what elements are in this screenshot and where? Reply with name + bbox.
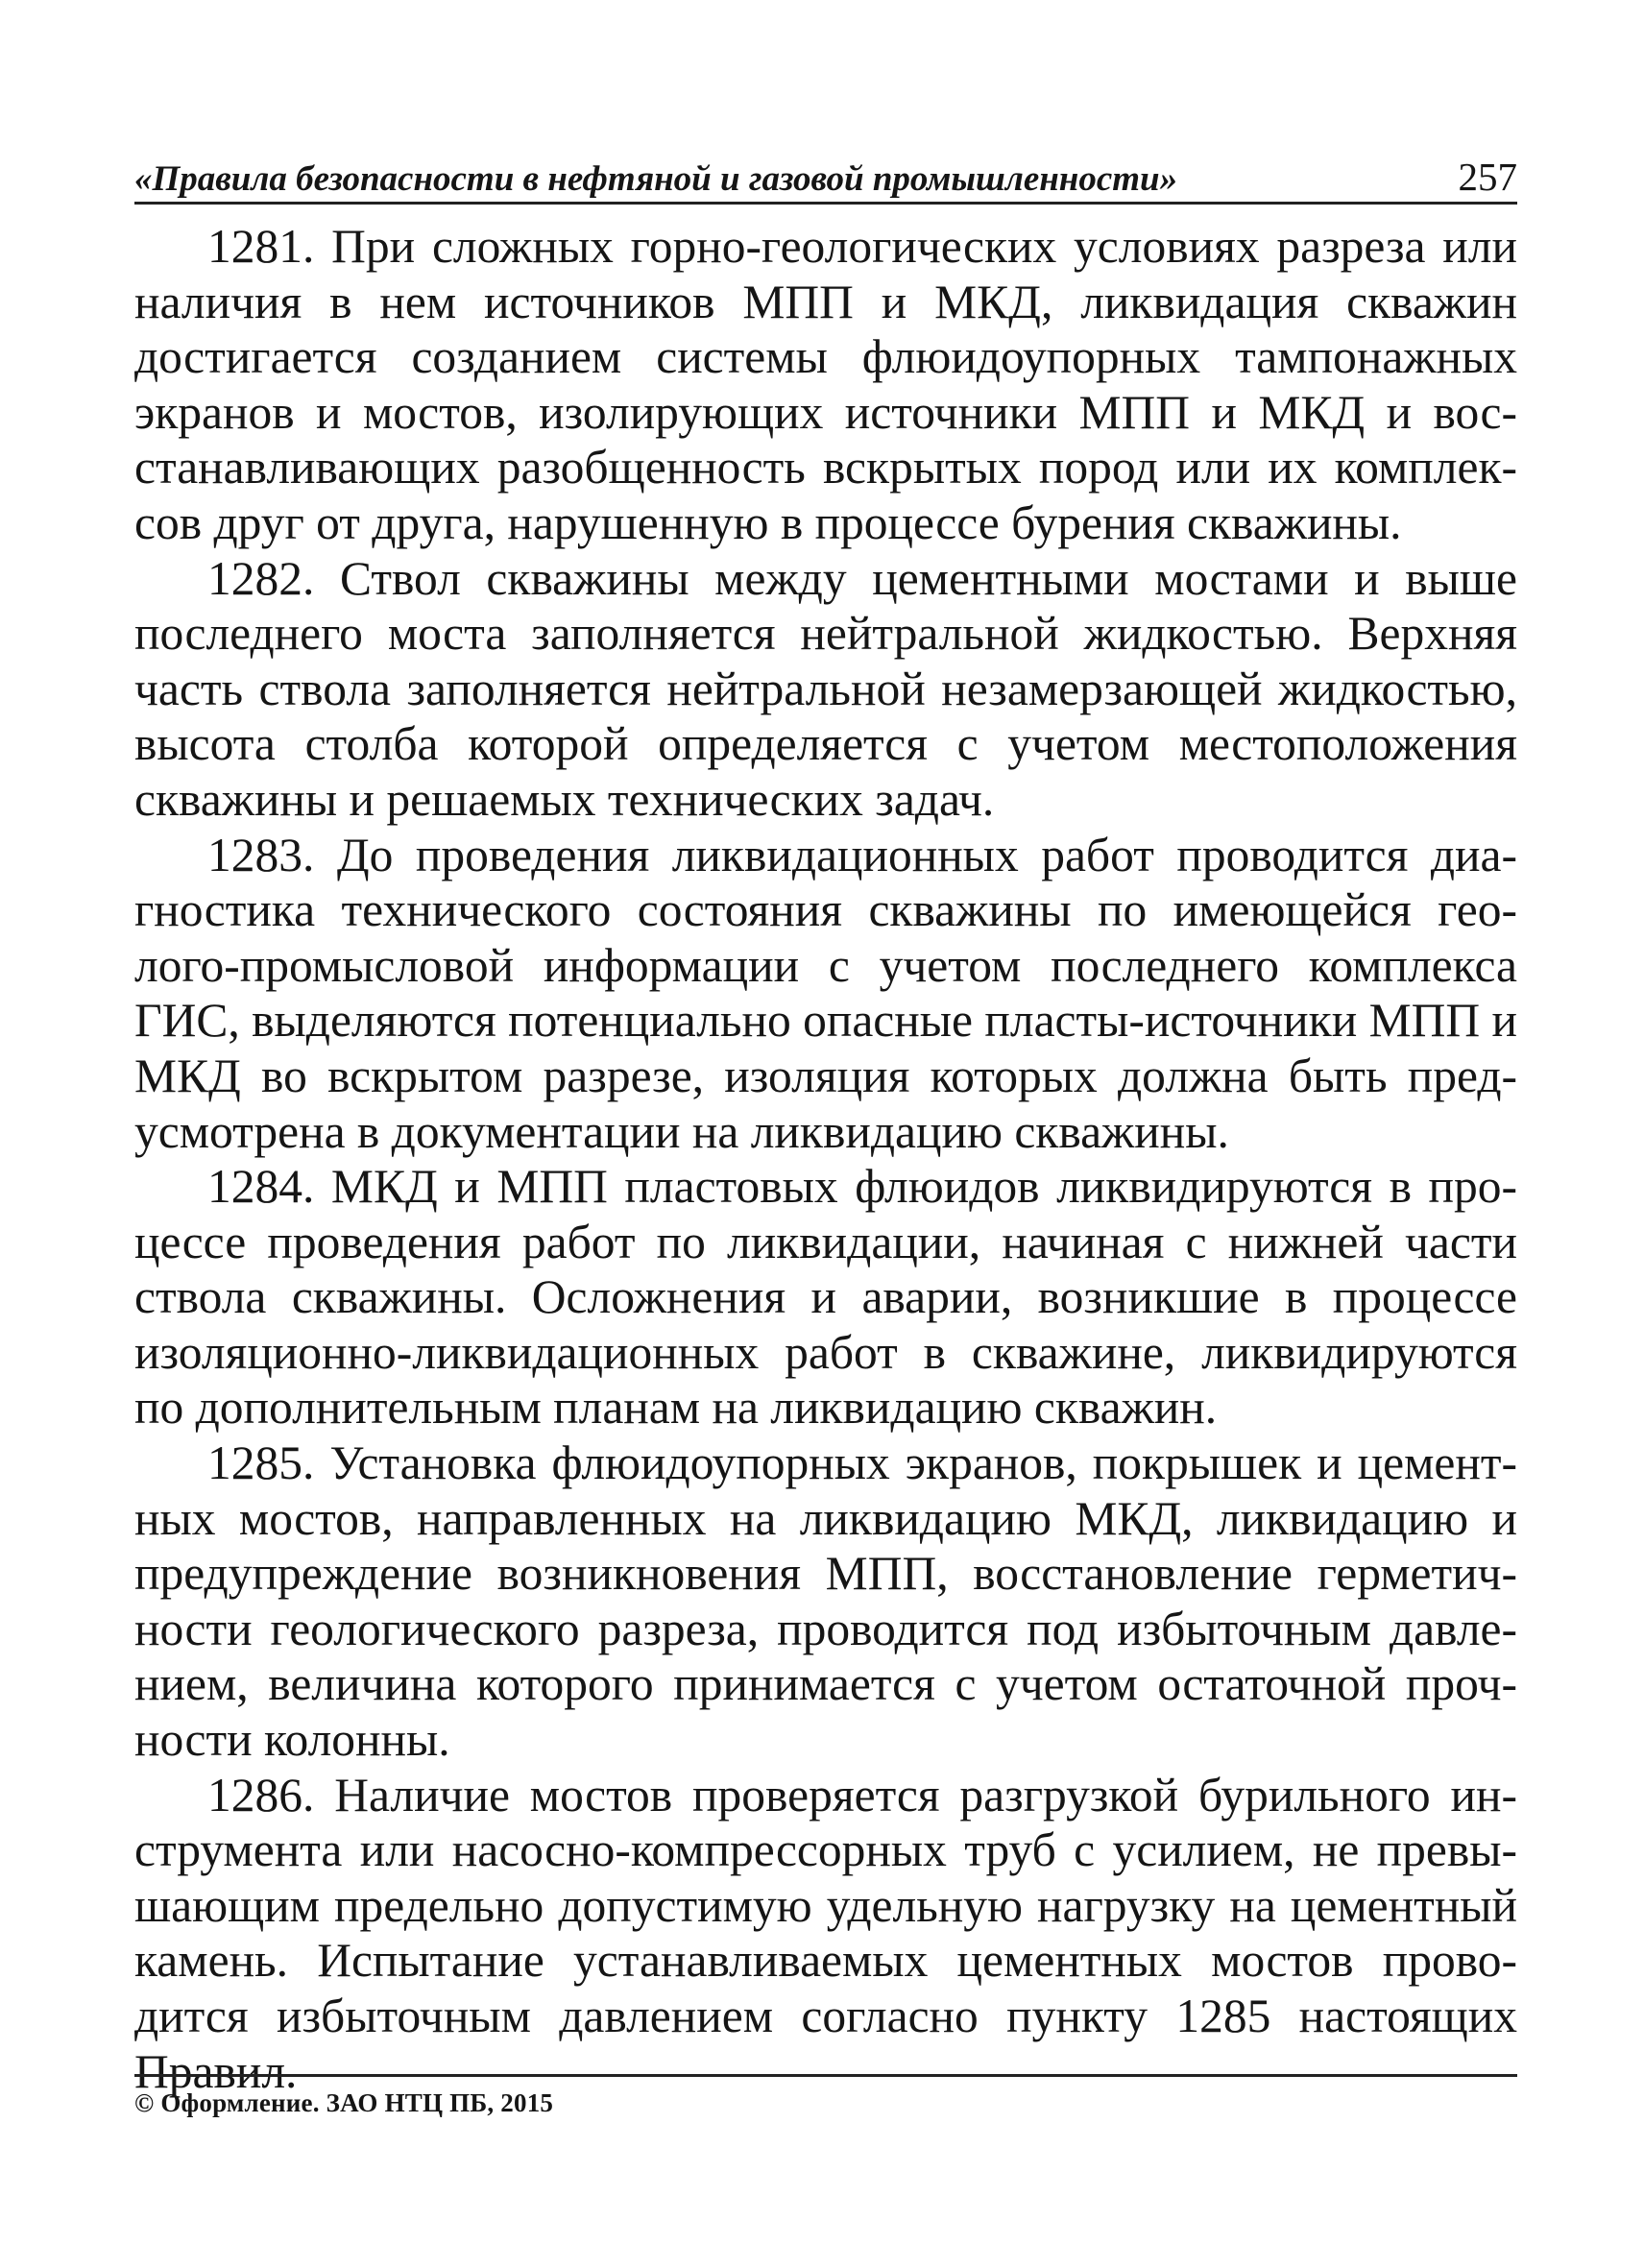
page-header <box>134 146 1517 205</box>
page-footer <box>134 2074 1517 2118</box>
paragraph-1286: 1286. Наличие мостов проверяется разгрузкой бурильного инструмента или насосно-компрессорных труб с усилием, не превышающим предельно допустимую удельную нагрузку на цементный камень. Испытание устанавливаемых цементных мостов проводится избыточным давлением согласно пункту 1285 настоящих Правил. <box>134 1768 1517 2098</box>
page-number: 257 <box>1458 155 1517 199</box>
paragraph-1284: 1284. МКД и МПП пластовых флюидов ликвидируются в процессе проведения работ по ликвидации, начиная с нижней части ствола скважины. Осложнения и аварии, возникшие в процессе изоляционно-ликвидационных работ в скважине, ликвидируются по дополнительным планам на ликвидацию скважин. <box>134 1160 1517 1435</box>
paragraph-1285: 1285. Установка флюидоупорных экранов, покрышек и цементных мостов, направленных на ликвидацию МКД, ликвидацию и предупреждение возникновения МПП, восстановление герметичности геологического разреза, проводится под избыточным давлением, величина которого принимается с учетом остаточной прочности колонны. <box>134 1436 1517 1767</box>
paragraph-1281: 1281. При сложных горно-геологических условиях разреза или наличия в нем источников МПП и МКД, ликвидация скважин достигается созданием системы флюидоупорных тампонажных экранов и мостов, изолирующих источники МПП и МКД и восстанавливающих разобщенность вскрытых пород или их комплексов друг от друга, нарушенную в процессе бурения скважины. <box>134 220 1517 549</box>
copyright-notice: © Оформление. ЗАО НТЦ ПБ, 2015 <box>134 2088 554 2117</box>
paragraph-1283: 1283. До проведения ликвидационных работ проводится диагностика технического состояния скважины по имеющейся геолого-промысловой информации с учетом последнего комплекса ГИС, выделяются потенциально опасные пласты-источники МПП и МКД во вскрытом разрезе, изоляция которых должна быть предусмотрена в документации на ликвидацию скважины. <box>134 828 1517 1158</box>
paragraph-1282: 1282. Ствол скважины между цементными мостами и выше последнего моста заполняется нейтральной жидкостью. Верхняя часть ствола заполняется нейтральной незамерзающей жидкостью, высота столба которой определяется с учетом местоположения скважины и решаемых технических задач. <box>134 551 1517 826</box>
running-title: «Правила безопасности в нефтяной и газовой промышленности» <box>134 159 1178 199</box>
page-body <box>134 219 1517 2099</box>
